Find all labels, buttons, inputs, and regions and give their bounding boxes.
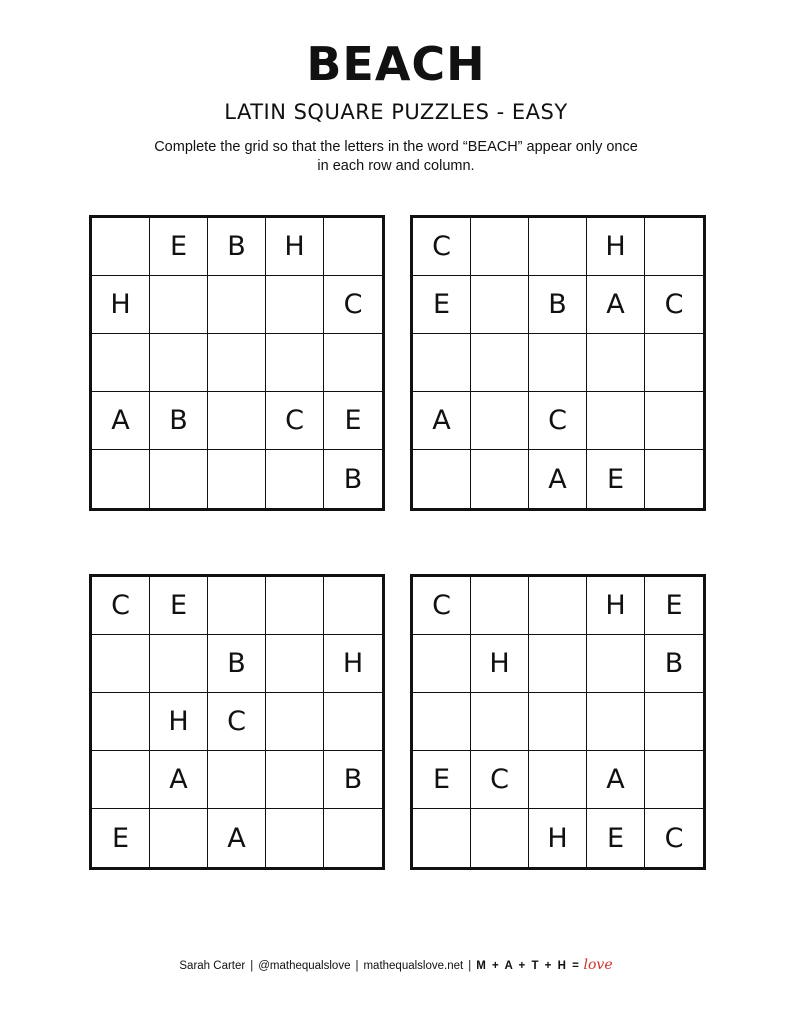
empty-cell [324,809,382,867]
empty-cell [529,577,587,635]
footer-handle: @mathequalslove [258,960,351,972]
given-letter-cell: H [587,218,645,276]
empty-cell [529,334,587,392]
footer-author: Sarah Carter [179,960,246,972]
empty-cell [529,218,587,276]
empty-cell [324,693,382,751]
empty-cell [92,693,150,751]
given-letter-cell: H [324,635,382,693]
footer-brand: M + A + T + H = [476,960,581,972]
empty-cell [208,751,266,809]
empty-cell [471,450,529,508]
given-letter-cell: E [92,809,150,867]
footer [0,957,792,974]
empty-cell [208,450,266,508]
given-letter-cell: E [413,751,471,809]
given-letter-cell: E [413,276,471,334]
empty-cell [645,751,703,809]
empty-cell [150,809,208,867]
given-letter-cell: C [92,577,150,635]
page-title: BEACH [306,37,486,91]
empty-cell [471,218,529,276]
empty-cell [150,276,208,334]
given-letter-cell: C [208,693,266,751]
empty-cell [471,276,529,334]
empty-cell [587,334,645,392]
empty-cell [471,577,529,635]
empty-cell [266,450,324,508]
footer-brand-love-logo: love [583,957,613,973]
empty-cell [266,751,324,809]
empty-cell [266,693,324,751]
empty-cell [92,450,150,508]
puzzle-grid-2 [410,215,706,511]
empty-cell [266,635,324,693]
given-letter-cell: E [645,577,703,635]
given-letter-cell: E [324,392,382,450]
empty-cell [645,218,703,276]
empty-cell [92,635,150,693]
empty-cell [208,577,266,635]
given-letter-cell: B [208,218,266,276]
empty-cell [645,334,703,392]
empty-cell [529,751,587,809]
footer-website: mathequalslove.net [363,960,464,972]
empty-cell [92,334,150,392]
given-letter-cell: C [664,822,684,854]
given-letter-cell: B [645,635,703,693]
given-letter-cell: C [529,392,587,450]
given-letter-cell: B [343,463,363,495]
empty-cell [413,693,471,751]
instructions-line-1: Complete the grid so that the letters in the word “BEACH” appear only once [154,139,638,155]
given-letter-cell: C [413,577,471,635]
given-letter-cell: E [587,450,645,508]
given-letter-cell: H [471,635,529,693]
empty-cell [645,392,703,450]
empty-cell [150,635,208,693]
given-letter-cell: C [471,751,529,809]
empty-cell [92,751,150,809]
given-letter-cell: E [587,809,645,867]
given-letter-cell: E [150,218,208,276]
empty-cell [529,693,587,751]
empty-cell [471,809,529,867]
given-letter-cell: C [266,392,324,450]
given-letter-cell: H [587,577,645,635]
given-letter-cell: B [529,276,587,334]
given-letter-cell: A [150,751,208,809]
given-letter-cell: A [587,276,645,334]
given-letter-cell: A [529,450,587,508]
given-letter-cell: C [324,276,382,334]
given-letter-cell: A [208,809,266,867]
given-letter-cell: C [413,218,471,276]
given-letter-cell: C [645,276,703,334]
empty-cell [645,693,703,751]
instructions-line-2: in each row and column. [317,158,475,174]
given-letter-cell: B [208,635,266,693]
page-subtitle: LATIN SQUARE PUZZLES - EASY [224,100,568,124]
empty-cell [266,334,324,392]
puzzle-grid-4 [410,574,706,870]
empty-cell [529,635,587,693]
empty-cell [324,218,382,276]
empty-cell [208,276,266,334]
empty-cell [324,334,382,392]
empty-cell [587,635,645,693]
footer-separator: | [355,960,359,972]
footer-separator: | [250,960,254,972]
empty-cell [413,635,471,693]
given-letter-cell: H [150,693,208,751]
empty-cell [324,577,382,635]
given-letter-cell: H [92,276,150,334]
given-letter-cell: H [266,218,324,276]
empty-cell [150,450,208,508]
puzzle-grid-3 [89,574,385,870]
empty-cell [208,392,266,450]
instructions [96,138,696,176]
empty-cell [266,276,324,334]
empty-cell [645,450,703,508]
given-letter-cell: B [150,392,208,450]
empty-cell [413,334,471,392]
empty-cell [587,693,645,751]
given-letter-cell: B [324,751,382,809]
empty-cell [150,334,208,392]
empty-cell [208,334,266,392]
given-letter-cell: H [529,809,587,867]
empty-cell [413,809,471,867]
footer-separator: | [468,960,472,972]
empty-cell [587,392,645,450]
empty-cell [92,218,150,276]
empty-cell [266,577,324,635]
empty-cell [266,809,324,867]
empty-cell [413,450,471,508]
puzzle-grid-1 [89,215,385,511]
empty-cell [471,334,529,392]
given-letter-cell: A [413,392,471,450]
empty-cell [471,693,529,751]
given-letter-cell: A [92,392,150,450]
given-letter-cell: E [150,577,208,635]
given-letter-cell: A [587,751,645,809]
empty-cell [471,392,529,450]
